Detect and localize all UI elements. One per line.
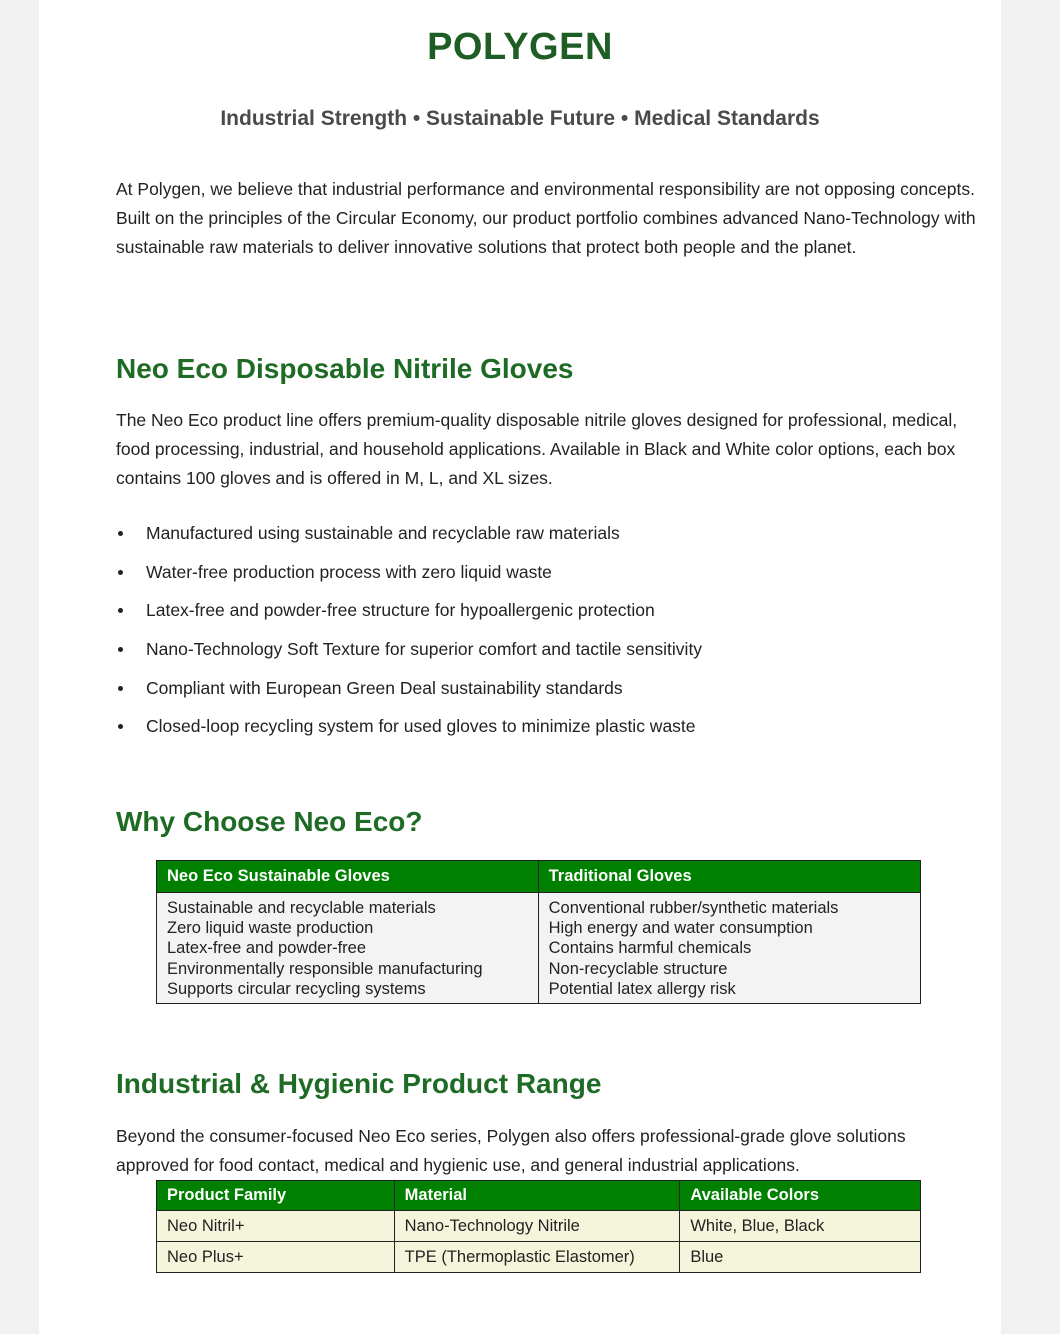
why-heading: Why Choose Neo Eco? [116,806,423,837]
list-item: Closed-loop recycling system for used gloves to minimize plastic waste [116,713,976,752]
table-header-row [157,1181,921,1211]
traditional-points-cell [538,893,920,1004]
list-item: Zero liquid waste production [167,919,374,938]
document-page [39,0,1001,1334]
list-item: Manufactured using sustainable and recyclable raw materials [116,520,976,559]
list-item: Supports circular recycling systems [167,979,426,998]
neo-eco-description: The Neo Eco product line offers premium-quality disposable nitrile gloves designed for professional, medical, food processing, industrial, and household applications. Available in Black and White color options, each box contains 100 gloves and is offered in M, L, and XL sizes. [116,410,958,488]
table-header-row [157,861,921,893]
feature-list [116,520,976,752]
intro-paragraph: At Polygen, we believe that industrial performance and environmental responsibility are not opposing concepts. Built on the principles of the Circular Economy, our product portfolio combines advanced Nano-Technology with sustainable raw materials to deliver innovative solutions that protect both people and the planet. [116,179,976,257]
tagline: Industrial Strength • Sustainable Future • Medical Standards [220,107,820,130]
table-row [157,1211,921,1242]
list-item: Contains harmful chemicals [548,939,752,958]
product-range-table [156,1180,921,1273]
list-item: Non-recyclable structure [548,959,728,978]
list-item: Environmentally responsible manufacturing [167,959,483,978]
brand-title: POLYGEN [427,26,613,68]
column-header: Traditional Gloves [538,861,920,893]
list-item: Latex-free and powder-free structure for hypoallergenic protection [116,597,976,636]
table-cell: Neo Plus+ [157,1242,395,1273]
table-cell: Neo Nitril+ [157,1211,395,1242]
neo-eco-heading: Neo Eco Disposable Nitrile Gloves [116,353,574,384]
list-item: Compliant with European Green Deal sustainability standards [116,675,976,714]
table-cell: TPE (Thermoplastic Elastomer) [394,1242,680,1273]
table-row [157,1242,921,1273]
comparison-table [156,860,921,1004]
table-cell: White, Blue, Black [680,1211,921,1242]
list-item: Nano-Technology Soft Texture for superior comfort and tactile sensitivity [116,636,976,675]
list-item: Conventional rubber/synthetic materials [548,899,839,917]
range-heading: Industrial & Hygienic Product Range [116,1068,602,1099]
list-item: Potential latex allergy risk [548,979,736,998]
list-item: Latex-free and powder-free [167,939,367,958]
column-header: Available Colors [680,1181,921,1211]
column-header: Material [394,1181,680,1211]
list-item: Water-free production process with zero liquid waste [116,559,976,598]
list-item: High energy and water consumption [548,919,813,938]
neo-eco-points-cell [157,893,539,1004]
column-header: Product Family [157,1181,395,1211]
table-cell: Blue [680,1242,921,1273]
range-description: Beyond the consumer-focused Neo Eco series, Polygen also offers professional-grade glove solutions approved for food contact, medical and hygienic use, and general industrial applications. [116,1126,906,1175]
table-row [157,893,921,1004]
column-header: Neo Eco Sustainable Gloves [157,861,539,893]
list-item: Sustainable and recyclable materials [167,899,436,917]
table-cell: Nano-Technology Nitrile [394,1211,680,1242]
